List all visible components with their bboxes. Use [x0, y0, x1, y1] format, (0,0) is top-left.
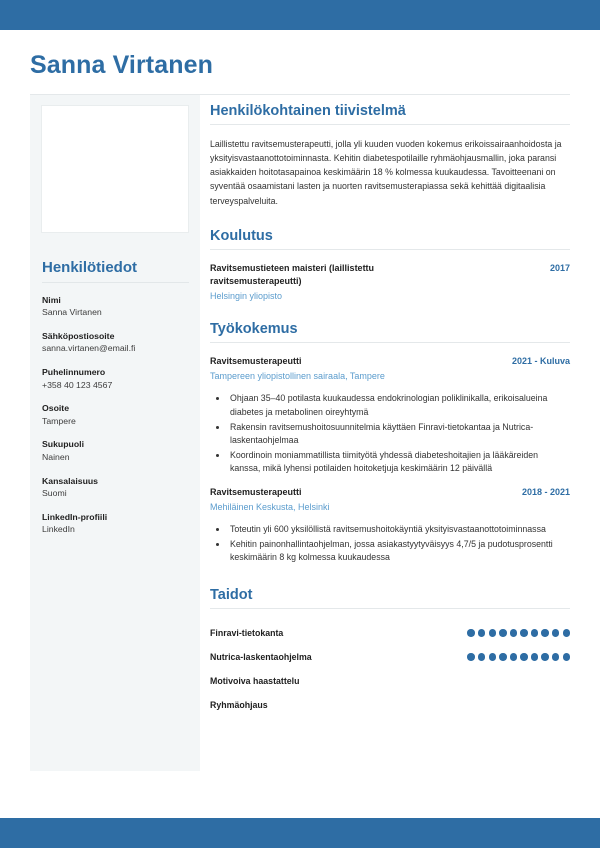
list-item: • Ohjaan 35–40 potilasta kuukaudessa endokrinologian poliklinikalla, erikoisalueina diabetes ja metabolinen oireyhtymä — [228, 392, 570, 419]
entry-date: 2021 - Kuluva — [511, 356, 570, 367]
entry-header — [210, 486, 570, 500]
section-divider — [210, 342, 570, 343]
skill-row — [210, 621, 570, 645]
info-label: Puhelinnumero — [42, 366, 106, 377]
section-heading-experience: Työkokemus — [210, 321, 298, 338]
skill-name: Finravi-tietokanta — [210, 627, 284, 638]
entry-organization: Tampereen yliopistollinen sairaala, Tampere — [210, 370, 385, 381]
list-item: • Kehitin painonhallintaohjelman, jossa asiakastyytyväisyys 4,7/5 ja pudotusprosentti keskimäärin 8 kg kolmessa kuukaudessa — [228, 538, 570, 565]
sidebar-heading-divider — [42, 282, 189, 283]
entry-date: 2017 — [549, 262, 570, 273]
section-skills — [210, 587, 570, 717]
section-divider — [210, 249, 570, 250]
rating-dot-filled — [531, 653, 538, 660]
rating-dot-filled — [478, 629, 485, 636]
info-label: Sähköpostiosoite — [42, 330, 115, 341]
section-summary — [210, 103, 570, 208]
two-column-layout — [0, 95, 600, 771]
photo-placeholder — [41, 105, 189, 233]
resume-content — [0, 30, 600, 818]
info-value: Nainen — [42, 451, 70, 462]
skill-rating-dots — [467, 629, 570, 636]
page-title: Sanna Virtanen — [30, 51, 213, 79]
rating-dot-filled — [489, 629, 496, 636]
entry-header — [210, 355, 570, 369]
info-item-nimi — [41, 294, 189, 319]
list-item: • Toteutin yli 600 yksilöllistä ravitsemushoitokäyntiä yksityisvastaanottotoiminnassa — [228, 523, 570, 537]
rating-dot-filled — [510, 653, 517, 660]
entry-organization: Mehiläinen Keskusta, Helsinki — [210, 501, 330, 512]
skill-name: Ryhmäohjaus — [210, 699, 268, 710]
info-value: +358 40 123 4567 — [42, 379, 113, 390]
entry-organization: Helsingin yliopisto — [210, 290, 283, 301]
main-column — [200, 95, 600, 723]
entry-date: 2018 - 2021 — [521, 487, 570, 497]
info-value: Sanna Virtanen — [42, 307, 102, 318]
rating-dot-filled — [563, 653, 570, 660]
bottom-accent-bar — [0, 818, 600, 848]
skill-row — [210, 669, 570, 693]
info-item-nationality — [41, 475, 189, 500]
rating-dot-filled — [541, 629, 548, 636]
info-item-gender — [41, 438, 189, 463]
list-item: • Koordinoin moniammatillista tiimityötä yhdessä diabeteshoitajien ja lääkäreiden kanssa, mikä lyhensi potilaiden hoitoketjuja keskimäärin 12 päivällä — [228, 449, 570, 476]
skill-name: Motivoiva haastattelu — [210, 675, 300, 686]
rating-dot-filled — [499, 629, 506, 636]
name-block — [0, 30, 600, 95]
education-entry — [210, 262, 570, 304]
section-heading-skills: Taidot — [210, 586, 253, 603]
sidebar — [30, 95, 200, 771]
info-label: Sukupuoli — [42, 439, 84, 450]
info-label: LinkedIn-profiili — [42, 511, 108, 522]
skill-name: Nutrica-laskentaohjelma — [210, 651, 312, 662]
rating-dot-filled — [520, 629, 527, 636]
entry-header — [210, 262, 570, 289]
top-accent-bar — [0, 0, 600, 30]
info-label: Nimi — [42, 294, 61, 305]
section-divider — [210, 608, 570, 609]
info-value-linkedin-link[interactable]: LinkedIn — [42, 524, 75, 535]
info-label: Kansalaisuus — [42, 475, 99, 486]
info-value: Suomi — [42, 488, 67, 499]
rating-dot-filled — [563, 629, 570, 636]
skill-rating-dots — [467, 653, 570, 660]
experience-entry — [210, 486, 570, 565]
entry-title: Ravitsemusterapeutti — [210, 487, 302, 497]
entry-title: Ravitsemustieteen maisteri (laillistettu ravitsemusterapeutti) — [210, 262, 375, 287]
info-item-email — [41, 330, 189, 355]
rating-dot-filled — [510, 629, 517, 636]
section-education — [210, 228, 570, 304]
section-experience — [210, 321, 570, 565]
info-item-linkedin — [41, 511, 189, 536]
skill-row — [210, 693, 570, 717]
entry-bullet-list — [210, 523, 570, 565]
info-item-address — [41, 402, 189, 427]
info-item-phone — [41, 366, 189, 391]
section-heading-summary: Henkilökohtainen tiivistelmä — [210, 102, 406, 119]
section-heading-education: Koulutus — [210, 227, 273, 244]
entry-title: Ravitsemusterapeutti — [210, 356, 302, 367]
rating-dot-filled — [467, 629, 474, 636]
rating-dot-filled — [520, 653, 527, 660]
sidebar-heading-personal-details: Henkilötiedot — [42, 258, 138, 276]
entry-bullet-list — [210, 392, 570, 476]
experience-entry — [210, 355, 570, 476]
rating-dot-filled — [499, 653, 506, 660]
rating-dot-filled — [531, 629, 538, 636]
rating-dot-filled — [489, 653, 496, 660]
rating-dot-filled — [552, 653, 559, 660]
skill-row — [210, 645, 570, 669]
info-label: Osoite — [42, 403, 70, 414]
section-divider — [210, 124, 570, 125]
rating-dot-filled — [552, 629, 559, 636]
info-value: Tampere — [42, 415, 76, 426]
rating-dot-filled — [467, 653, 474, 660]
info-value: sanna.virtanen@email.fi — [42, 343, 136, 354]
rating-dot-filled — [541, 653, 548, 660]
list-item: • Rakensin ravitsemushoitosuunnitelmia käyttäen Finravi-tietokantaa ja Nutrica-laskentaohjelmaa — [228, 421, 570, 448]
rating-dot-filled — [478, 653, 485, 660]
summary-text: Laillistettu ravitsemusterapeutti, jolla yli kuuden vuoden kokemus erikoissairaanhoidosta ja yksityisvastaanottotoiminnasta. Kehitin diabetespotilaille ryhmäohjausmallin, joka paransi asiakkaiden hoitotasapainoa keskimäärin 18 % kolmessa kuukaudessa. Tavoitteenani on syventää osaamistani lasten ja nuorten ravitsemusterapiassa sekä kehittää digitaalisia terveyspalveluita. — [210, 138, 562, 206]
